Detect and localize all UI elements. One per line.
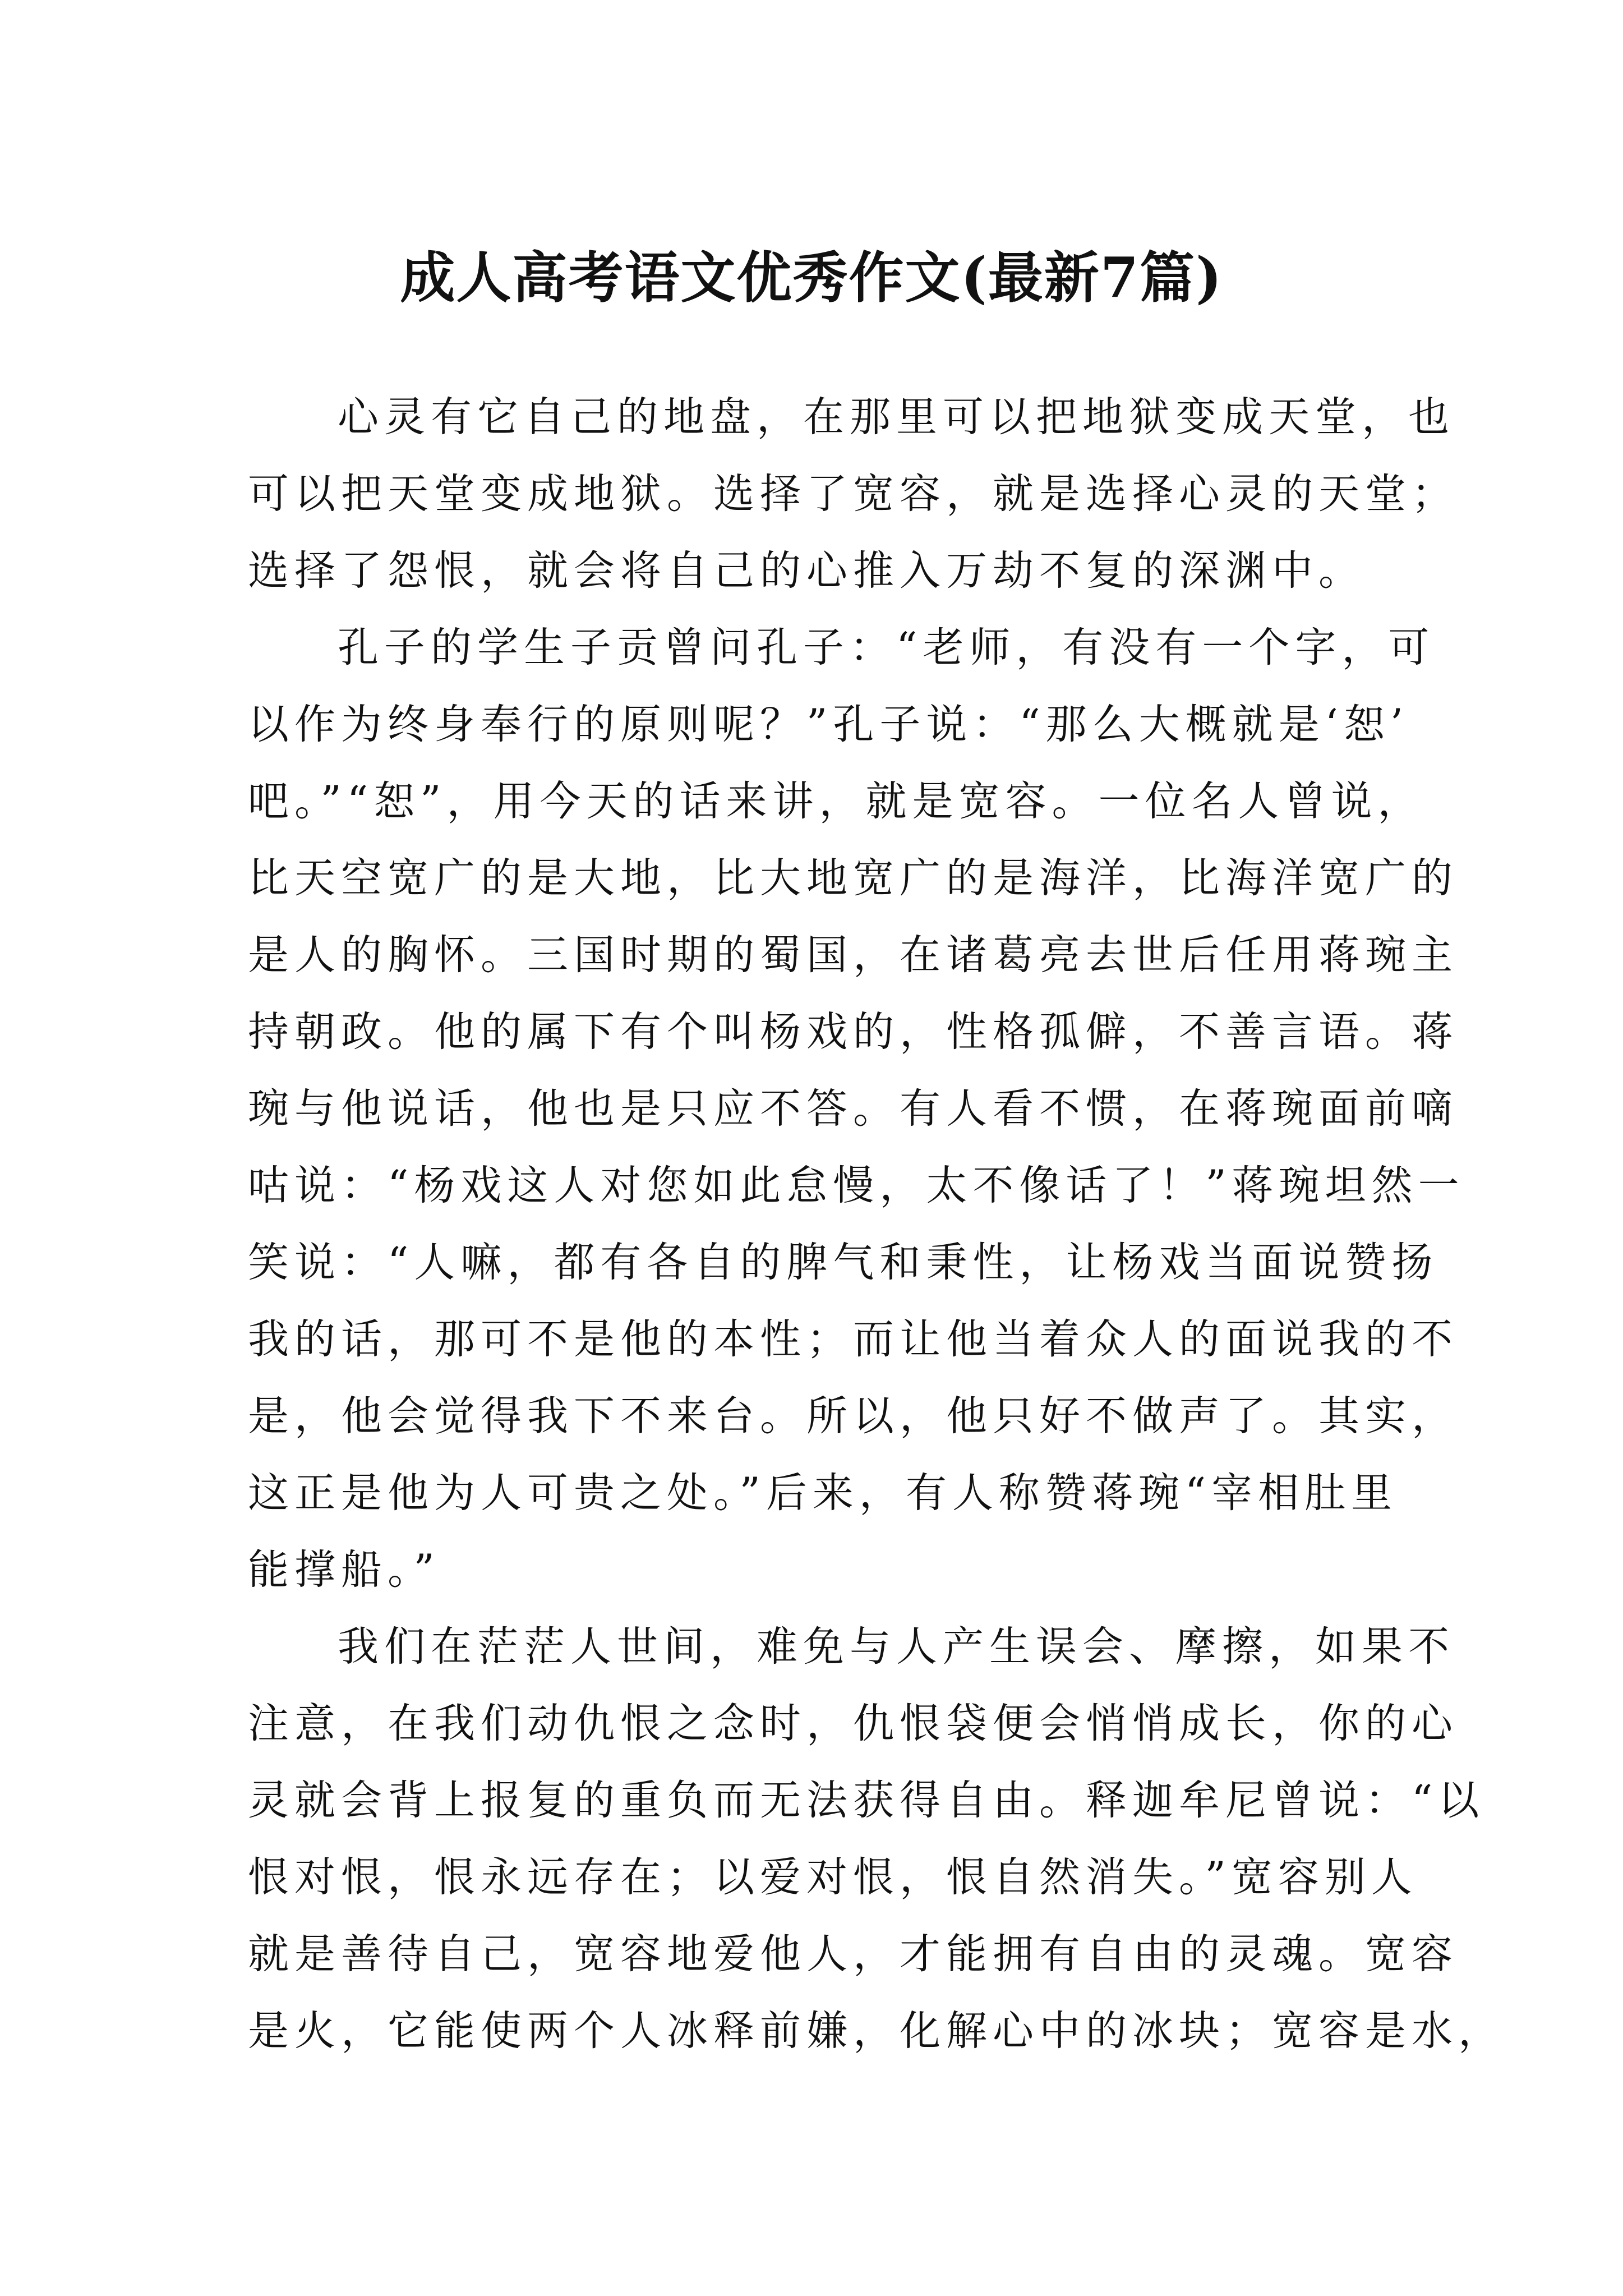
paragraph-line: 选择了怨恨，就会将自己的心推入万劫不复的深渊中。 bbox=[248, 547, 1365, 595]
paragraph-line: 能撑船。” bbox=[248, 1546, 440, 1594]
paragraph-line: 可以把天堂变成地狱。选择了宽容，就是选择心灵的天堂； bbox=[248, 470, 1458, 518]
paragraph-1 bbox=[248, 379, 1458, 609]
paragraph-line: 我的话，那可不是他的本性；而让他当着众人的面说我的不 bbox=[248, 1315, 1458, 1363]
paragraph-line: 琬与他说话，他也是只应不答。有人看不惯，在蒋琬面前嘀 bbox=[248, 1085, 1458, 1133]
paragraph-line: 是人的胸怀。三国时期的蜀国，在诸葛亮去世后任用蒋琬主 bbox=[248, 931, 1458, 979]
paragraph-line: 灵就会背上报复的重负而无法获得自由。释迦牟尼曾说：“以 bbox=[248, 1777, 1485, 1824]
paragraph-line: 这正是他为人可贵之处。”后来，有人称赞蒋琬“宰相肚里 bbox=[248, 1469, 1398, 1517]
paragraph-line: 吧。”“恕”，用今天的话来讲，就是宽容。一位名人曾说， bbox=[248, 777, 1424, 825]
paragraph-line: 持朝政。他的属下有个叫杨戏的，性格孤僻，不善言语。蒋 bbox=[248, 1008, 1458, 1056]
document-body bbox=[248, 379, 1505, 2069]
paragraph-line: 我们在茫茫人世间，难免与人产生误会、摩擦，如果不 bbox=[338, 1623, 1455, 1671]
paragraph-2 bbox=[248, 609, 1465, 1608]
paragraph-3 bbox=[248, 1608, 1505, 2069]
paragraph-line: 笑说：“人嘛，都有各自的脾气和秉性，让杨戏当面说赞扬 bbox=[248, 1239, 1438, 1286]
paragraph-line: 注意，在我们动仇恨之念时，仇恨袋便会悄悄成长，你的心 bbox=[248, 1700, 1458, 1747]
document-title: 成人高考语文优秀作文(最新7篇) bbox=[400, 245, 1223, 310]
paragraph-line: 就是善待自己，宽容地爱他人，才能拥有自由的灵魂。宽容 bbox=[248, 1930, 1458, 1978]
paragraph-line: 以作为终身奉行的原则呢？”孔子说：“那么大概就是‘恕’ bbox=[248, 701, 1409, 748]
paragraph-line: 是，他会觉得我下不来台。所以，他只好不做声了。其实， bbox=[248, 1392, 1458, 1440]
paragraph-line: 咕说：“杨戏这人对您如此怠慢，太不像话了！”蒋琬坦然一 bbox=[248, 1162, 1465, 1209]
paragraph-line: 比天空宽广的是大地，比大地宽广的是海洋，比海洋宽广的 bbox=[248, 854, 1458, 902]
paragraph-line: 孔子的学生子贡曾问孔子：“老师，有没有一个字，可 bbox=[338, 624, 1435, 671]
paragraph-line: 心灵有它自己的地盘，在那里可以把地狱变成天堂，也 bbox=[338, 393, 1455, 441]
paragraph-line: 恨对恨，恨永远存在；以爱对恨，恨自然消失。”宽容别人 bbox=[248, 1853, 1418, 1901]
paragraph-line: 是火，它能使两个人冰释前嫌，化解心中的冰块；宽容是水， bbox=[248, 2007, 1505, 2055]
